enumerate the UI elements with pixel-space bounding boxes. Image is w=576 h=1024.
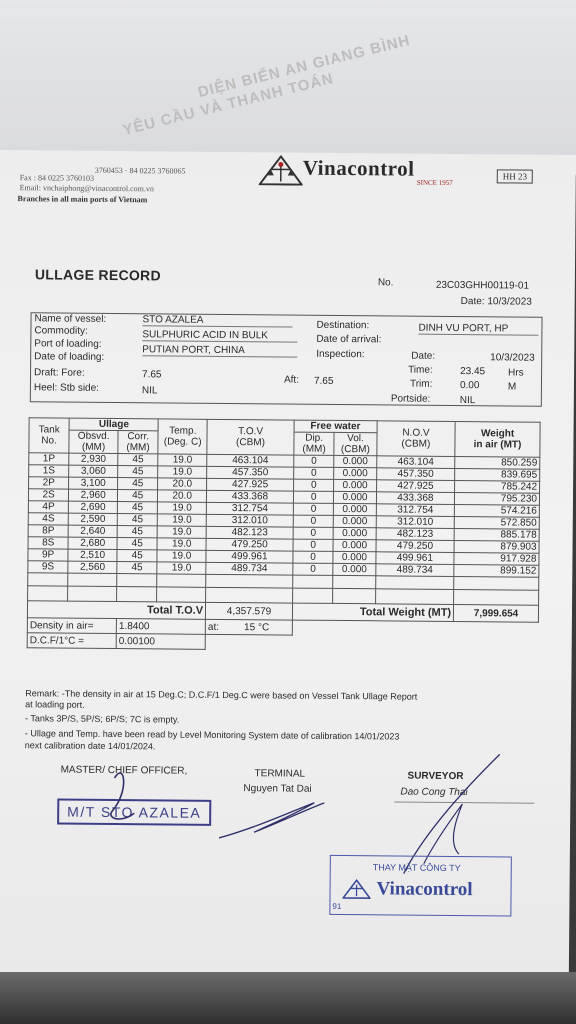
- dip-header: Dip.: [294, 432, 334, 444]
- table-cell: 0: [293, 515, 333, 527]
- table-cell: 45: [118, 478, 158, 490]
- table-cell: 463.104: [207, 454, 294, 467]
- remark-line: - Ullage and Temp. have been read by Level Monitoring System date of calibration 14/01/2023: [24, 728, 400, 742]
- form-code: HH 23: [497, 169, 533, 183]
- table-cell: 427.925: [207, 478, 294, 491]
- table-cell: 2S: [28, 489, 68, 501]
- table-cell: 489.734: [376, 564, 455, 577]
- remark-line: - Tanks 3P/S, 5P/S; 6P/S; 7C is empty.: [24, 713, 180, 725]
- tov-header: T.O.V (CBM): [207, 419, 294, 455]
- draft-label: Draft: Fore:: [34, 367, 85, 379]
- stamp-number: 91: [332, 901, 342, 912]
- table-cell: 19.0: [157, 526, 206, 538]
- total-tov-value: 4,357.579: [206, 602, 293, 620]
- table-cell: 885.178: [454, 528, 539, 541]
- destination-value: DINH VU PORT, HP: [418, 323, 538, 336]
- table-cell: 0: [293, 503, 333, 515]
- table-cell: 457.350: [376, 468, 455, 481]
- stamp-logo-word: Vinacontrol: [376, 878, 473, 901]
- table-cell: 20.0: [158, 490, 207, 502]
- density-label: Density in air=: [27, 618, 116, 634]
- vol-header: Vol.: [334, 432, 377, 444]
- insp-date-value: 10/3/2023: [490, 352, 535, 364]
- table-cell: 19.0: [158, 466, 207, 478]
- density-at: at: 15 °C: [205, 619, 292, 635]
- destination-label: Destination:: [316, 319, 370, 332]
- email-line: Email: vnchaiphong@vinacontrol.com.vn: [19, 183, 154, 194]
- table-cell: 572.850: [454, 516, 539, 529]
- fax-line: Fax : 84 0225 3760103: [19, 173, 95, 183]
- draft-aft-value: 7.65: [313, 375, 334, 387]
- table-cell: 3,060: [69, 465, 118, 477]
- port-loading-label: Port of loading:: [34, 338, 102, 350]
- page-title: ULLAGE RECORD: [34, 266, 161, 284]
- table-cell: 2,590: [69, 513, 118, 525]
- table-cell: 0: [294, 467, 334, 479]
- table-cell: 45: [118, 454, 158, 466]
- table-cell: 0: [294, 455, 334, 467]
- table-cell: 2,560: [68, 561, 117, 573]
- corr-header: Corr.: [118, 431, 158, 443]
- port-loading-value: PUTIAN PORT, CHINA: [142, 344, 297, 357]
- table-cell: 9S: [28, 561, 68, 573]
- vol-unit: (CBM): [334, 444, 377, 456]
- draft-fore-value: 7.65: [141, 369, 162, 381]
- table-cell: 2,680: [68, 537, 117, 549]
- table-cell: 312.754: [206, 502, 293, 515]
- table-cell: 785.242: [455, 480, 540, 493]
- table-cell: 8P: [28, 525, 68, 537]
- total-weight-value: 7,999.654: [454, 604, 539, 622]
- trim-value: 0.00: [459, 380, 480, 392]
- table-cell: 0.000: [333, 551, 376, 563]
- table-cell: 482.123: [376, 528, 455, 541]
- terminal-label: TERMINAL: [254, 768, 306, 780]
- insp-date-label: Date:: [411, 350, 436, 362]
- table-cell: 0.000: [334, 467, 377, 479]
- stamp-logo: [342, 878, 472, 901]
- table-cell: 479.250: [376, 540, 455, 553]
- table-cell: 2P: [29, 477, 69, 489]
- table-cell: 45: [117, 490, 157, 502]
- table-cell: 0: [293, 491, 333, 503]
- table-cell: 2,510: [68, 549, 117, 561]
- ullage-header: Ullage: [69, 418, 158, 431]
- table-cell: 2,930: [69, 453, 118, 465]
- table-cell: 312.010: [206, 514, 293, 527]
- table-cell: 45: [117, 550, 157, 562]
- table-cell: 0: [293, 551, 333, 563]
- table-cell: 2,690: [69, 501, 118, 513]
- table-cell: 45: [117, 502, 157, 514]
- table-cell: 795.230: [455, 492, 540, 505]
- table-cell: 427.925: [376, 480, 455, 493]
- density-value: 1.8400: [116, 619, 205, 635]
- vessel-stamp: M/T STO AZALEA: [57, 799, 211, 826]
- weight-header: Weight in air (MT): [455, 421, 540, 457]
- inspection-label: Inspection:: [316, 348, 365, 361]
- record-date: Date: 10/3/2023: [460, 296, 532, 308]
- table-cell: 839.695: [455, 468, 540, 481]
- table-cell: 2,960: [69, 489, 118, 501]
- table-cell: 4S: [28, 513, 68, 525]
- table-cell: 4P: [28, 501, 68, 513]
- table-cell: 0.000: [333, 527, 376, 539]
- table-cell: 0: [293, 527, 333, 539]
- table-cell: 20.0: [158, 478, 207, 490]
- tel-line: 3760453 · 84 0225 3760065: [94, 165, 186, 176]
- logo-word: Vinacontrol: [302, 155, 415, 181]
- table-cell: 1P: [29, 453, 69, 465]
- ullage-record-document: [0, 150, 576, 979]
- temp-header: Temp. (Deg. C): [158, 419, 207, 454]
- dcf-label: D.C.F/1°C =: [27, 633, 116, 649]
- surveyor-label: SURVEYOR: [407, 770, 464, 783]
- arrival-label: Date of arrival:: [316, 333, 382, 346]
- date-loading-label: Date of loading:: [34, 351, 105, 363]
- ghost-text: YÊU CẦU VÀ THANH TOÁN: [121, 70, 336, 139]
- ghost-text: DIỆN BIỂN AN GIANG BÌNH: [196, 31, 413, 102]
- portside-label: Portside:: [390, 393, 431, 405]
- desk-surface: [0, 972, 576, 1024]
- total-weight-label: Total Weight (MT): [292, 603, 453, 621]
- remark-line: at loading port.: [25, 699, 85, 710]
- table-cell: 499.961: [206, 550, 293, 563]
- table-cell: 850.259: [455, 456, 540, 469]
- table-cell: 8S: [28, 537, 68, 549]
- table-cell: 899.152: [454, 564, 539, 577]
- table-cell: 499.961: [376, 552, 455, 565]
- obsvd-unit: (MM): [69, 442, 118, 454]
- table-cell: 0.000: [334, 479, 377, 491]
- table-cell: 45: [117, 514, 157, 526]
- table-cell: 879.903: [454, 540, 539, 553]
- table-cell: 482.123: [206, 526, 293, 539]
- trim-label: Trim:: [409, 378, 433, 390]
- commodity-label: Commodity:: [34, 325, 88, 337]
- table-cell: 3,100: [69, 477, 118, 489]
- master-label: MASTER/ CHIEF OFFICER,: [60, 764, 188, 777]
- table-cell: 489.734: [206, 562, 293, 575]
- tank-header: Tank No.: [29, 418, 70, 453]
- table-cell: 463.104: [376, 456, 455, 469]
- stamp-company-line: THAY MẶT CÔNG TY: [372, 862, 461, 874]
- vessel-value: STO AZALEA: [142, 314, 292, 327]
- time-value: 23.45: [460, 366, 486, 378]
- corr-unit: (MM): [118, 442, 158, 454]
- free-water-header: Free water: [294, 420, 377, 433]
- record-no-label: No.: [377, 277, 394, 289]
- logo-since: SINCE 1957: [416, 178, 453, 187]
- table-cell: 0.000: [334, 455, 377, 467]
- table-cell: 45: [117, 562, 157, 574]
- table-cell: 19.0: [158, 514, 207, 526]
- dcf-value: 0.00100: [116, 634, 205, 650]
- table-cell: 45: [117, 538, 157, 550]
- table-cell: 19.0: [158, 454, 207, 466]
- record-no-value: 23C03GHH00119-01: [435, 279, 530, 292]
- table-cell: 45: [118, 466, 158, 478]
- table-cell: 0.000: [334, 491, 377, 503]
- table-cell: 312.010: [376, 516, 455, 529]
- table-cell: 0: [293, 539, 333, 551]
- table-cell: 19.0: [157, 538, 206, 550]
- table-cell: 2,640: [68, 525, 117, 537]
- table-cell: 0.000: [334, 515, 377, 527]
- company-stamp: [329, 855, 512, 917]
- heel-label: Heel: Stb side:: [33, 382, 100, 394]
- table-cell: 312.754: [376, 504, 455, 517]
- time-unit: Hrs: [508, 367, 524, 379]
- table-cell: 479.250: [206, 538, 293, 551]
- table-cell: 433.368: [207, 490, 294, 503]
- table-cell: 45: [117, 526, 157, 538]
- terminal-name: Nguyen Tat Dai: [243, 783, 312, 795]
- table-cell: 0.000: [334, 503, 377, 515]
- obsvd-header: Obsvd.: [69, 430, 118, 442]
- remark-line: next calibration date 14/01/2024.: [24, 740, 156, 752]
- table-cell: 1S: [29, 465, 69, 477]
- background-sheet: [0, 0, 576, 175]
- vessel-label: Name of vessel:: [34, 313, 107, 325]
- scale-emblem-icon: [342, 879, 370, 899]
- dip-unit: (MM): [294, 444, 334, 456]
- nov-header: N.O.V (CBM): [377, 421, 456, 457]
- table-cell: 457.350: [207, 466, 294, 479]
- portside-value: NIL: [459, 395, 476, 407]
- table-cell: 0: [293, 563, 333, 575]
- table-cell: 574.216: [454, 504, 539, 517]
- aft-label: Aft:: [283, 374, 300, 386]
- handwritten-signatures: [0, 150, 576, 979]
- table-cell: 917.928: [454, 552, 539, 565]
- table-cell: 19.0: [158, 502, 207, 514]
- table-cell: 433.368: [376, 492, 455, 505]
- table-cell: 0.000: [333, 539, 376, 551]
- table-cell: 19.0: [157, 550, 206, 562]
- surveyor-name: Dao Cong Thai: [400, 786, 468, 799]
- table-cell: 0.000: [333, 563, 376, 575]
- commodity-value: SULPHURIC ACID IN BULK: [142, 329, 297, 342]
- table-cell: 19.0: [157, 562, 206, 574]
- trim-unit: M: [507, 381, 517, 393]
- time-label: Time:: [408, 364, 433, 376]
- remark-line: Remark: -The density in air at 15 Deg.C; D.C.F/1 Deg.C were based on Vessel Tank Ullage Report: [25, 688, 418, 702]
- total-tov-label: Total T.O.V: [27, 601, 205, 620]
- branches-line: Branches in all main ports of Vietnam: [17, 194, 148, 205]
- heel-value: NIL: [141, 385, 158, 397]
- table-cell: 0: [294, 479, 334, 491]
- table-cell: 9P: [28, 549, 68, 561]
